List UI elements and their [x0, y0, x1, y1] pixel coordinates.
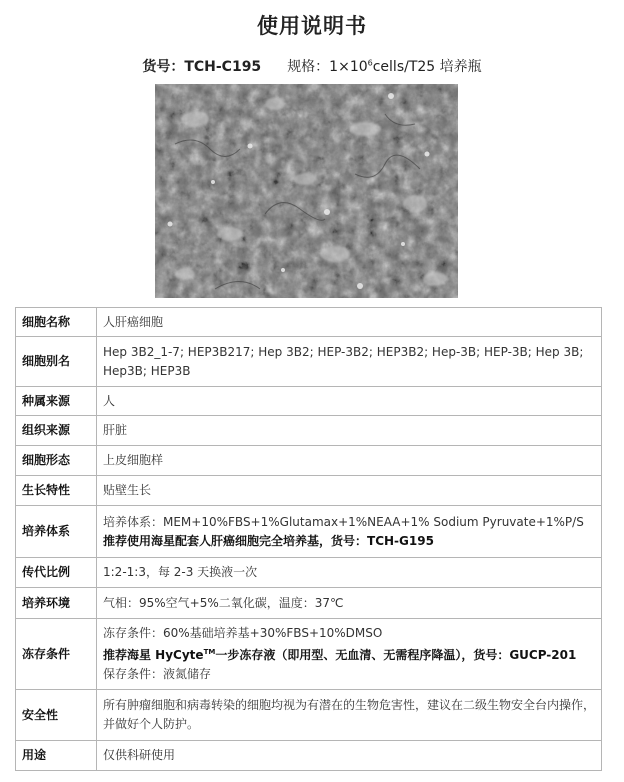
table-row	[16, 506, 602, 558]
row-label: 生长特性	[16, 476, 97, 506]
row-label: 细胞别名	[16, 337, 97, 387]
catalog-number: 货号：TCH-C195	[142, 59, 262, 75]
row-value: Hep 3B2_1-7; HEP3B217; Hep 3B2; HEP-3B2; HEP3B2; Hep-3B; HEP-3B; Hep 3B; Hep3B; HEP3B	[97, 337, 602, 387]
row-label: 安全性	[16, 690, 97, 741]
row-value	[97, 506, 602, 558]
freeze-detail: 一步冻存液（即用型、无血清、无需程序降温），货号：GUCP-201	[215, 648, 577, 662]
recommended-medium: 推荐使用海星配套人肝癌细胞完全培养基，货号：TCH-G195	[103, 533, 434, 548]
row-value: 贴壁生长	[97, 476, 602, 506]
spec-suffix: cells/T25 培养瓶	[372, 59, 482, 75]
table-row	[16, 446, 602, 476]
page-title: 使用说明书	[257, 14, 367, 38]
table-row	[16, 690, 602, 741]
row-label: 细胞名称	[16, 308, 97, 337]
row-label: 细胞形态	[16, 446, 97, 476]
trademark-mark: TM	[203, 648, 216, 656]
cell-micrograph	[155, 84, 458, 298]
table-row	[16, 476, 602, 506]
storage-text: 保存条件：液氮储存	[103, 667, 212, 681]
table-row	[16, 619, 602, 690]
row-label: 用途	[16, 741, 97, 771]
table-row	[16, 588, 602, 619]
row-label: 种属来源	[16, 387, 97, 416]
subtitle	[0, 56, 624, 76]
row-value: 所有肿瘤细胞和病毒转染的细胞均视为有潜在的生物危害性，建议在二级生物安全台内操作，并做好个人防护。	[97, 690, 602, 741]
row-label: 传代比例	[16, 558, 97, 588]
recommended-freeze-medium	[103, 643, 595, 665]
row-value: 上皮细胞样	[97, 446, 602, 476]
row-value: 人	[97, 387, 602, 416]
row-value: 气相：95%空气+5%二氧化碳，温度：37℃	[97, 588, 602, 619]
row-value: 肝脏	[97, 416, 602, 446]
table-row	[16, 741, 602, 771]
table-row	[16, 387, 602, 416]
spec-prefix: 规格：1×10	[287, 59, 368, 75]
row-value: 人肝癌细胞	[97, 308, 602, 337]
table-row	[16, 416, 602, 446]
row-label: 培养环境	[16, 588, 97, 619]
row-label: 组织来源	[16, 416, 97, 446]
table-row	[16, 308, 602, 337]
table-row	[16, 337, 602, 387]
row-label: 冻存条件	[16, 619, 97, 690]
freeze-brand: 推荐海星 HyCyte	[103, 648, 204, 662]
row-value: 1:2-1:3，每 2-3 天换液一次	[97, 558, 602, 588]
table-row	[16, 558, 602, 588]
culture-system-text: 培养体系：MEM+10%FBS+1%Glutamax+1%NEAA+1% Sodium Pyruvate+1%P/S	[103, 514, 584, 529]
row-value	[97, 619, 602, 690]
row-label: 培养体系	[16, 506, 97, 558]
freeze-medium-text: 冻存条件：60%基础培养基+30%FBS+10%DMSO	[103, 626, 383, 640]
spec-exponent: 6	[367, 58, 373, 68]
row-value: 仅供科研使用	[97, 741, 602, 771]
info-table	[15, 307, 602, 771]
